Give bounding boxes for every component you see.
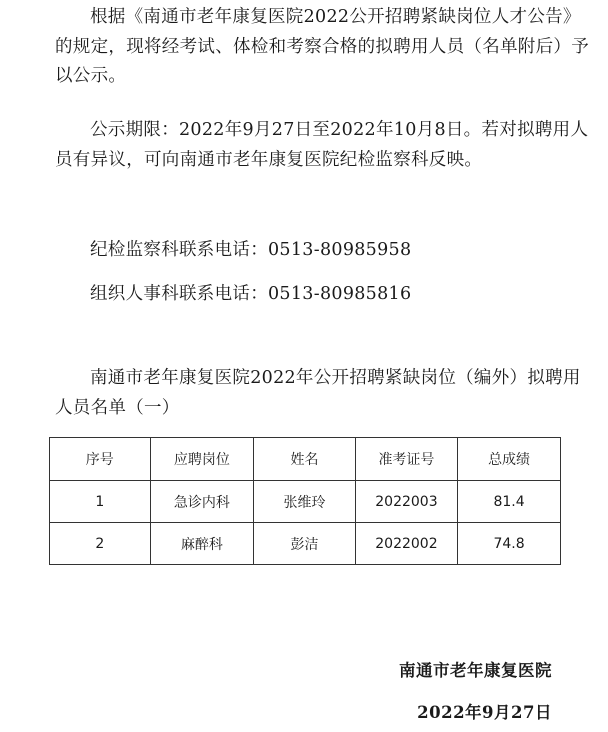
table-row xyxy=(50,481,561,523)
discipline-contact-line: 纪检监察科联系电话：0513-80985958 xyxy=(90,240,412,260)
cell-serial: 2 xyxy=(50,523,151,565)
cell-position: 麻醉科 xyxy=(150,523,254,565)
cell-position: 急诊内科 xyxy=(150,481,254,523)
header-total-score: 总成绩 xyxy=(458,438,561,481)
table-row xyxy=(50,523,561,565)
candidate-table xyxy=(49,437,561,565)
header-exam-id: 准考证号 xyxy=(355,438,457,481)
table-header-row xyxy=(50,438,561,481)
cell-exam-id: 2022002 xyxy=(355,523,457,565)
intro-paragraph: 根据《南通市老年康复医院2022公开招聘紧缺岗位人才公告》的规定，现将经考试、体检和考察合格的拟聘用人员（名单附后）予以公示。 xyxy=(55,7,589,86)
header-position: 应聘岗位 xyxy=(150,438,254,481)
cell-serial: 1 xyxy=(50,481,151,523)
cell-name: 张维玲 xyxy=(254,481,356,523)
header-name: 姓名 xyxy=(254,438,356,481)
list-title: 南通市老年康复医院2022年公开招聘紧缺岗位（编外）拟聘用人员名单（一） xyxy=(55,368,581,418)
publicity-period-paragraph: 公示期限：2022年9月27日至2022年10月8日。若对拟聘用人员有异议，可向南通市老年康复医院纪检监察科反映。 xyxy=(55,120,589,170)
hr-contact-line: 组织人事科联系电话：0513-80985816 xyxy=(90,284,412,304)
signature-date: 2022年9月27日 xyxy=(417,703,552,722)
header-serial: 序号 xyxy=(50,438,151,481)
cell-exam-id: 2022003 xyxy=(355,481,457,523)
signature-organization: 南通市老年康复医院 xyxy=(399,661,552,680)
cell-total-score: 74.8 xyxy=(458,523,561,565)
cell-name: 彭洁 xyxy=(254,523,356,565)
cell-total-score: 81.4 xyxy=(458,481,561,523)
